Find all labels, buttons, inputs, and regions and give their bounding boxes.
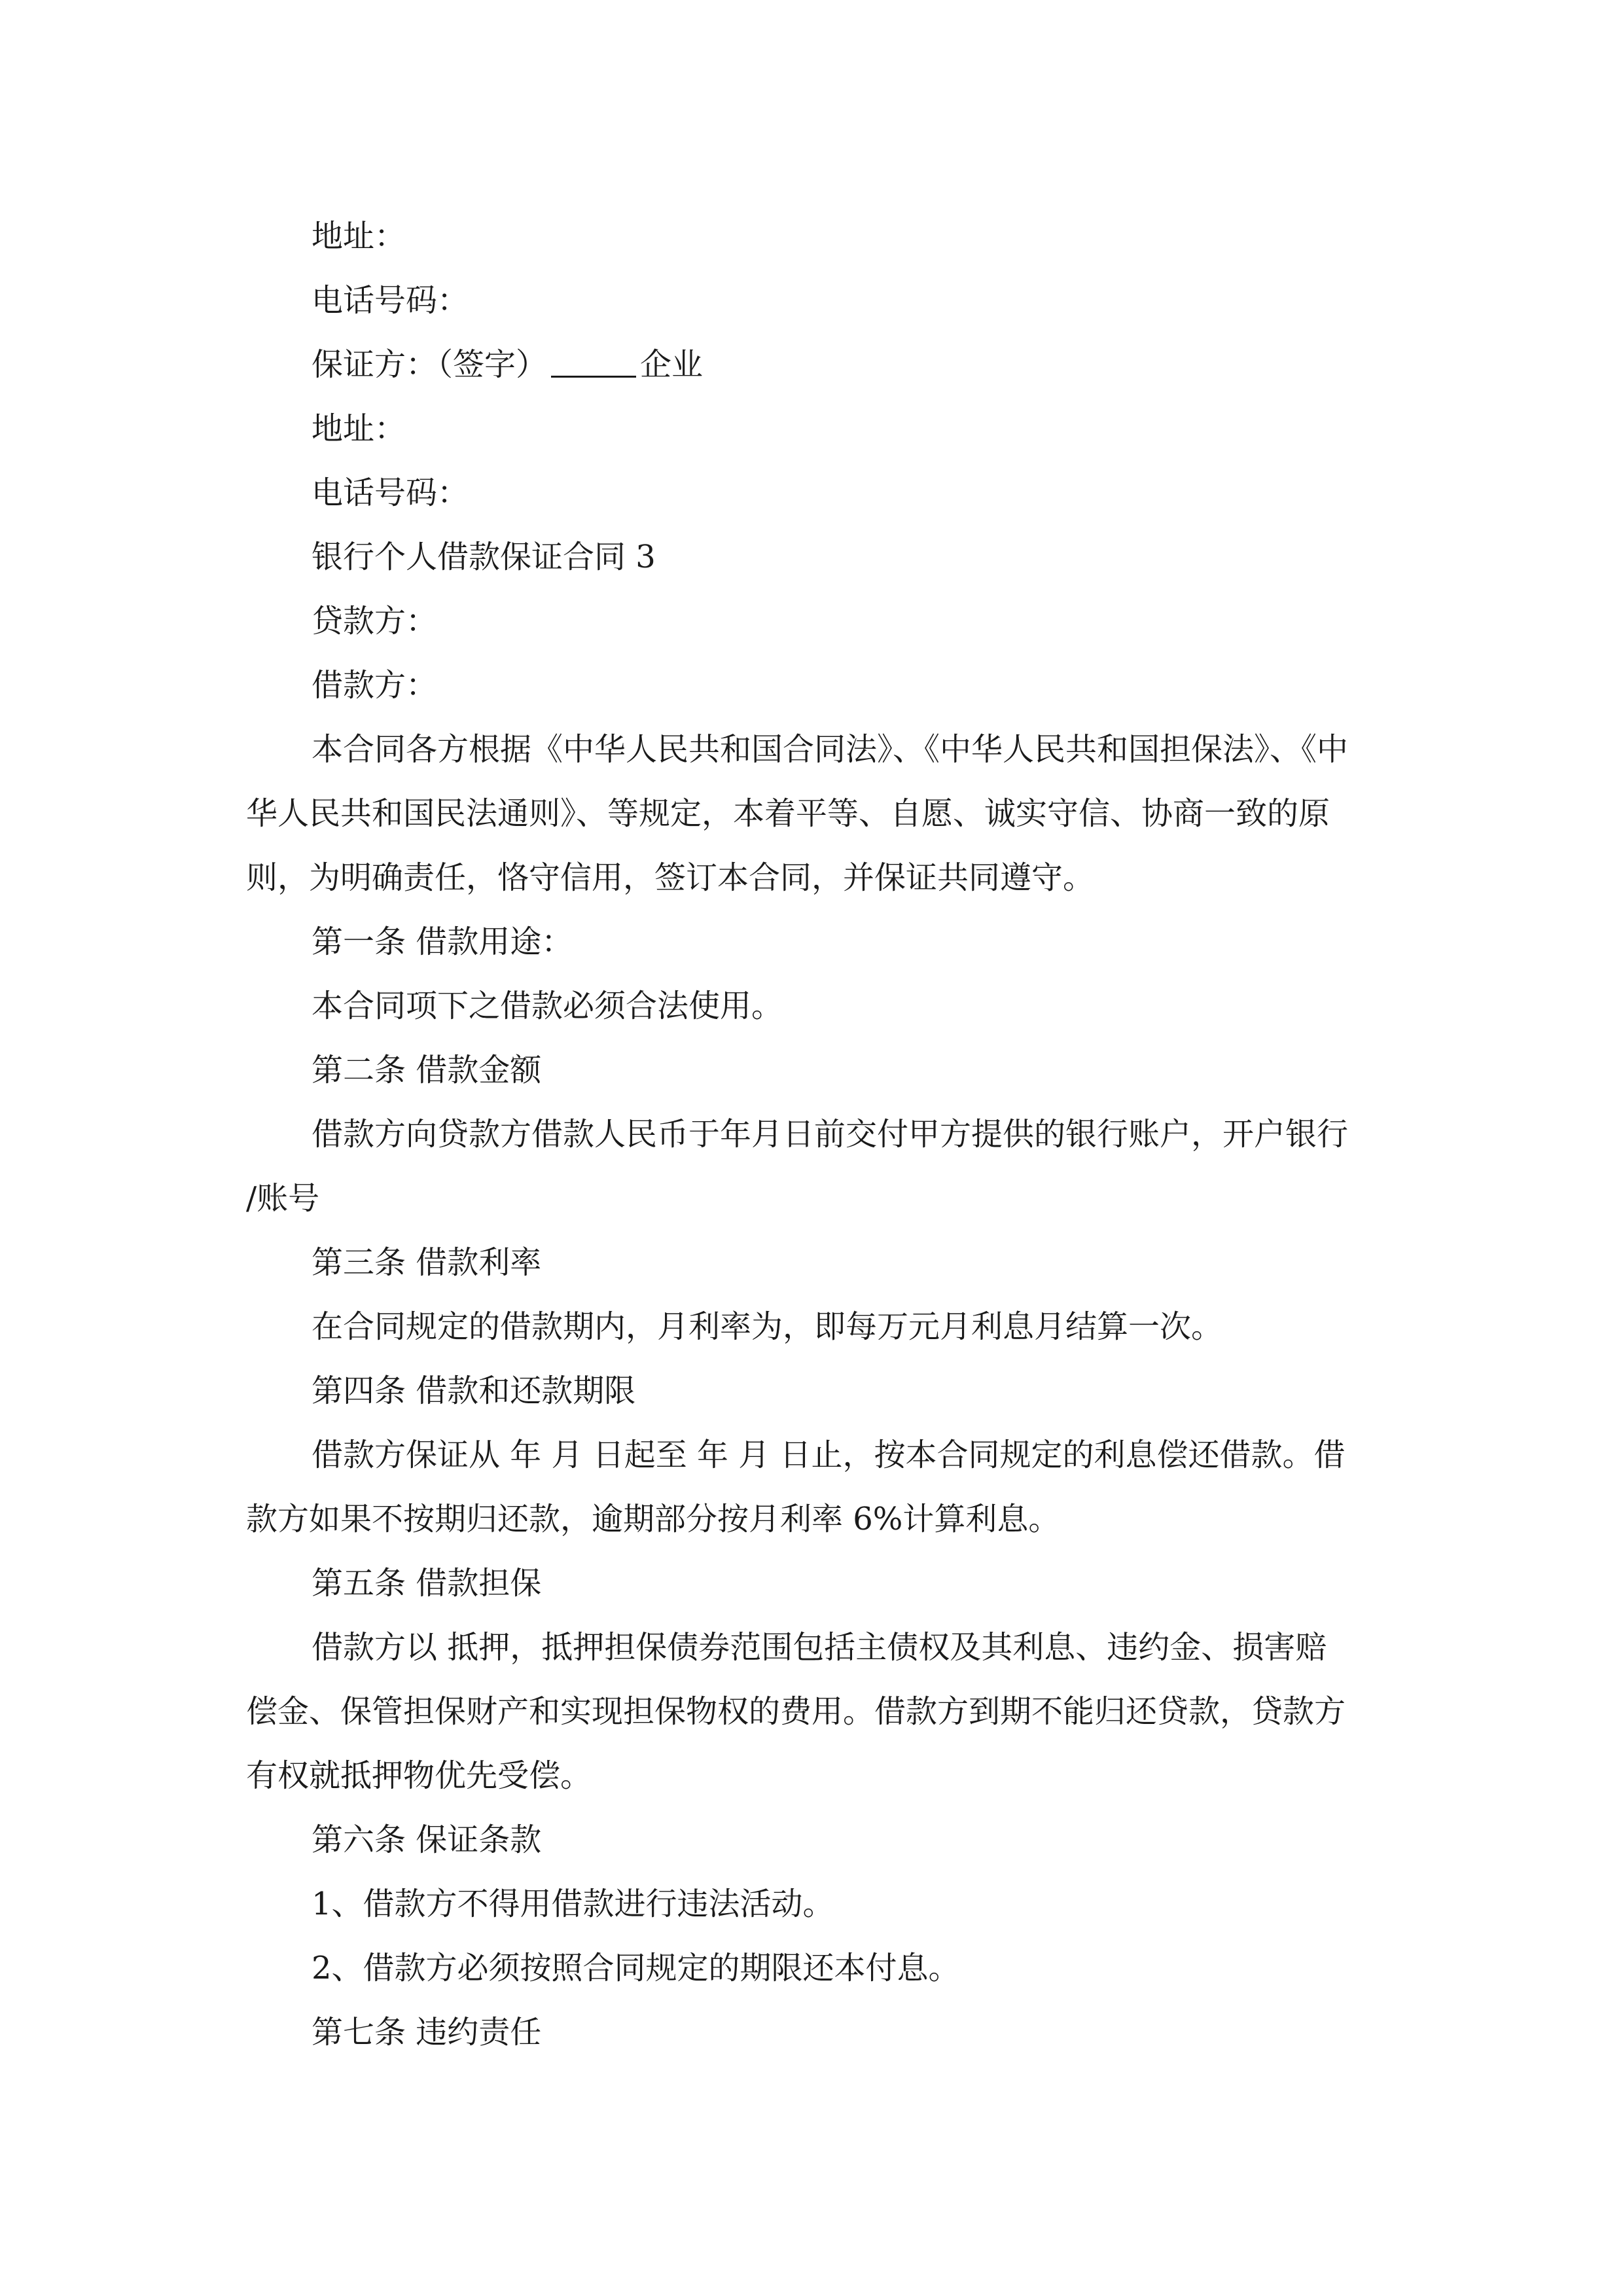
article-heading: 第七条 违约责任	[312, 2014, 542, 2051]
text-segment: 保证方：（签字）	[312, 346, 548, 383]
text-line: 借款方保证从 年 月 日起至 年 月 日止，按本合同规定的利息偿还借款。借	[312, 1437, 1346, 1473]
article-heading: 第六条 保证条款	[312, 1821, 542, 1858]
text-line: 有权就抵押物优先受偿。	[246, 1757, 592, 1794]
text-line: 则，为明确责任，恪守信用，签订本合同，并保证共同遵守。	[246, 859, 1095, 896]
text-line: 本合同项下之借款必须合法使用。	[312, 988, 783, 1024]
text-line: 款方如果不按期归还款，逾期部分按月利率 6%计算利息。	[246, 1501, 1060, 1537]
text-line: 2、借款方必须按照合同规定的期限还本付息。	[312, 1950, 960, 1986]
text-line: 电话号码：	[312, 282, 469, 319]
text-line: 本合同各方根据《中华人民共和国合同法》、《中华人民共和国担保法》、《中	[312, 731, 1349, 768]
text-line: 电话号码：	[312, 475, 469, 511]
text-line: 偿金、保管担保财产和实现担保物权的费用。借款方到期不能归还贷款，贷款方	[246, 1693, 1346, 1730]
text-line: 在合同规定的借款期内，月利率为，即每万元月利息月结算一次。	[312, 1308, 1223, 1345]
text-line: 地址：	[312, 410, 406, 447]
contract-title: 银行个人借款保证合同 3	[312, 539, 656, 575]
article-heading: 第五条 借款担保	[312, 1565, 542, 1602]
article-heading: 第一条 借款用途：	[312, 924, 573, 960]
text-line: 借款方向贷款方借款人民币于年月日前交付甲方提供的银行账户，开户银行	[312, 1116, 1349, 1153]
guarantor-signature-line	[246, 332, 1411, 397]
article-heading: 第二条 借款金额	[312, 1052, 542, 1088]
text-line: 借款方以 抵押，抵押担保债券范围包括主债权及其利息、违约金、损害赔	[312, 1629, 1327, 1666]
text-segment: 企业	[640, 346, 704, 383]
text-line: 借款方：	[312, 667, 438, 704]
article-heading: 第三条 借款利率	[312, 1244, 542, 1281]
text-line: 地址：	[312, 218, 406, 255]
text-line: 华人民共和国民法通则》、等规定，本着平等、自愿、诚实守信、协商一致的原	[246, 795, 1330, 832]
signature-blank	[551, 332, 636, 378]
document-body	[246, 204, 1411, 2064]
text-line: /账号	[246, 1180, 320, 1217]
text-line: 贷款方：	[312, 603, 438, 639]
article-heading: 第四条 借款和还款期限	[312, 1372, 636, 1409]
text-line: 1、借款方不得用借款进行违法活动。	[312, 1886, 834, 1922]
